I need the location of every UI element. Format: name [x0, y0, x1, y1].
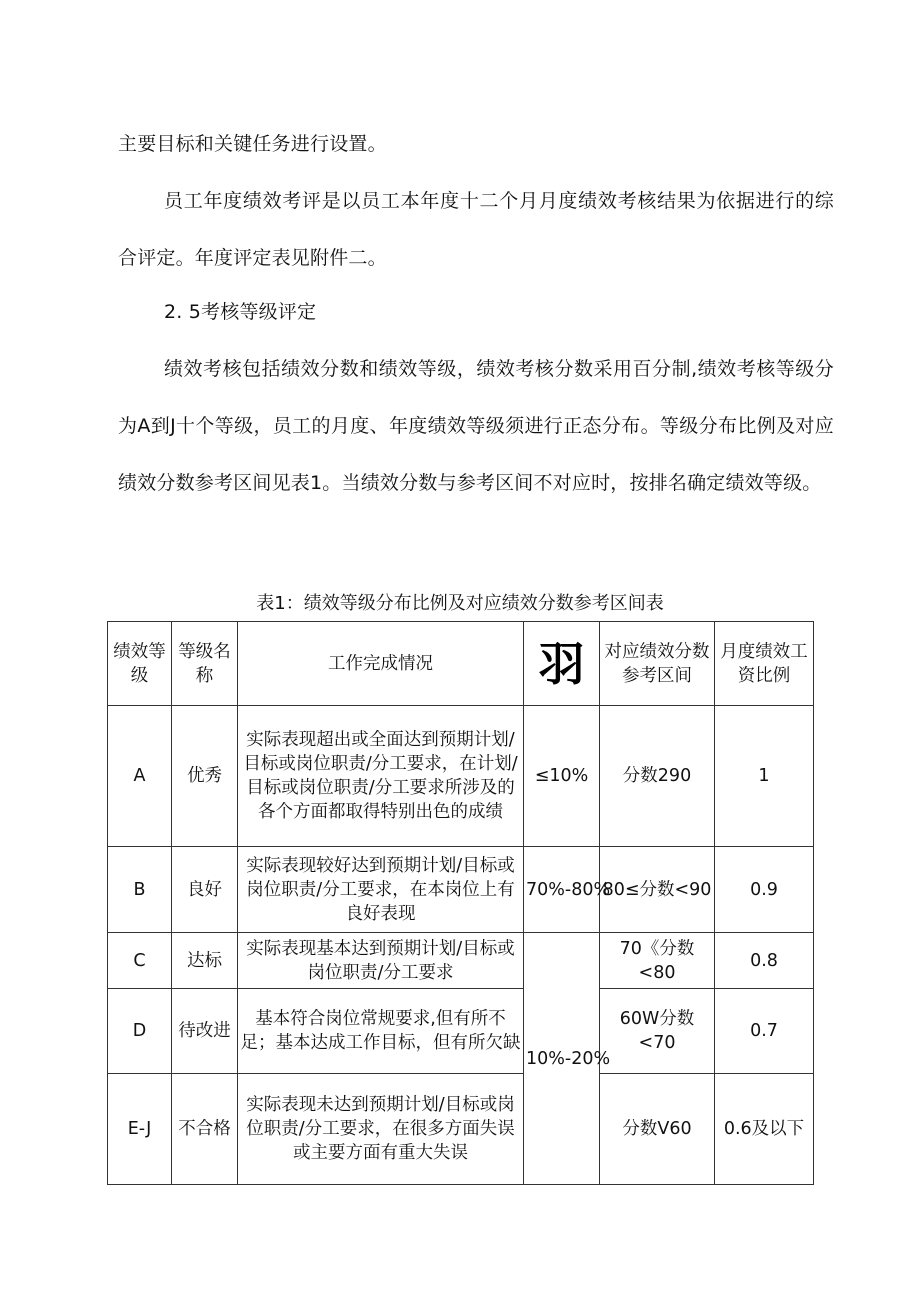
cell-ratio-merged: 10%-20% [524, 933, 600, 1185]
cell-performance: 实际表现较好达到预期计划/目标或岗位职责/分工要求，在本岗位上有良好表现 [238, 847, 524, 933]
cell-grade: E-J [108, 1074, 172, 1185]
header-ratio [524, 622, 600, 706]
cell-score-range: 60W分数<70 [600, 989, 715, 1074]
header-performance: 工作完成情况 [238, 622, 524, 706]
cell-grade: B [108, 847, 172, 933]
table-row [108, 1074, 814, 1185]
cell-grade: C [108, 933, 172, 989]
cell-salary-ratio: 0.6及以下 [715, 1074, 814, 1185]
cell-score-range: 80≤分数<90 [600, 847, 715, 933]
ratio-header-glyph: 羽 [538, 636, 585, 691]
cell-salary-ratio: 0.9 [715, 847, 814, 933]
paragraph-annual-review: 员工年度绩效考评是以员工本年度十二个月月度绩效考核结果为依据进行的综合评定。年度评定表见附件二。 [118, 190, 834, 269]
cell-score-range: 分数V60 [600, 1074, 715, 1185]
cell-score-range: 70《分数<80 [600, 933, 715, 989]
cell-grade: A [108, 706, 172, 847]
cell-grade-name: 优秀 [172, 706, 238, 847]
grade-table [107, 621, 814, 1185]
table-header-row [108, 622, 814, 706]
cell-salary-ratio: 0.7 [715, 989, 814, 1074]
cell-salary-ratio: 0.8 [715, 933, 814, 989]
cell-grade-name: 良好 [172, 847, 238, 933]
table-row [108, 933, 814, 989]
table-caption: 表1：绩效等级分布比例及对应绩效分数参考区间表 [256, 593, 664, 614]
cell-performance: 基本符合岗位常规要求,但有所不足；基本达成工作目标，但有所欠缺 [238, 989, 524, 1074]
table-row [108, 706, 814, 847]
header-grade: 绩效等级 [108, 622, 172, 706]
cell-performance: 实际表现未达到预期计划/目标或岗位职责/分工要求，在很多方面失误或主要方面有重大失误 [238, 1074, 524, 1185]
cell-salary-ratio: 1 [715, 706, 814, 847]
cell-performance: 实际表现超出或全面达到预期计划/目标或岗位职责/分工要求，在计划/目标或岗位职责/分工要求所涉及的各个方面都取得特别出色的成绩 [238, 706, 524, 847]
cell-performance: 实际表现基本达到预期计划/目标或岗位职责/分工要求 [238, 933, 524, 989]
cell-ratio: ≤10% [524, 706, 600, 847]
cell-ratio: 70%-80% [524, 847, 600, 933]
cell-grade-name: 达标 [172, 933, 238, 989]
paragraph-grading: 绩效考核包括绩效分数和绩效等级，绩效考核分数采用百分制,绩效考核等级分为A到J十个等级，员工的月度、年度绩效等级须进行正态分布。等级分布比例及对应绩效分数参考区间见表1。当绩效分数与参考区间不对应时，按排名确定绩效等级。 [118, 358, 834, 494]
section-heading: 2. 5考核等级评定 [164, 301, 317, 323]
header-salary-ratio: 月度绩效工资比例 [715, 622, 814, 706]
header-grade-name: 等级名称 [172, 622, 238, 706]
cell-score-range: 分数290 [600, 706, 715, 847]
header-score-range: 对应绩效分数参考区间 [600, 622, 715, 706]
paragraph-continuation: 主要目标和关键任务进行设置。 [118, 133, 387, 155]
cell-grade-name: 不合格 [172, 1074, 238, 1185]
table-row [108, 989, 814, 1074]
table-row [108, 847, 814, 933]
cell-grade-name: 待改进 [172, 989, 238, 1074]
cell-grade: D [108, 989, 172, 1074]
